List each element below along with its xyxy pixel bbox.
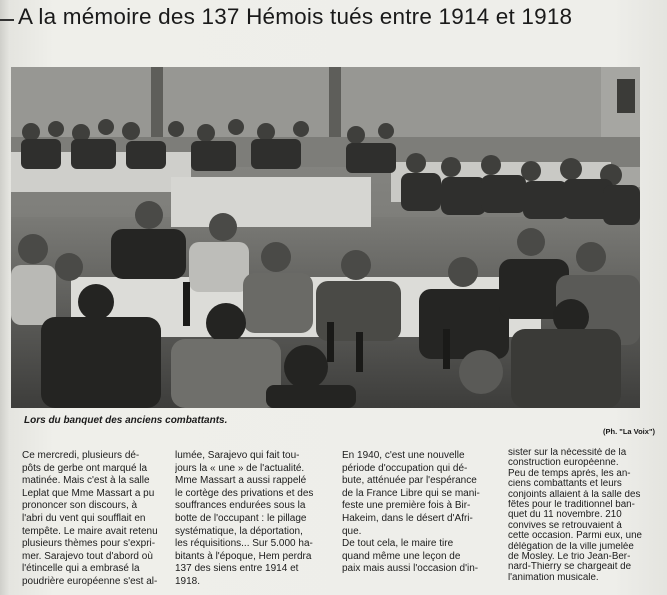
article-line: fêtes pour le traditionnel ban-: [508, 500, 635, 511]
article-line: 1918.: [175, 575, 201, 587]
photo-credit: (Ph. "La Voix"): [603, 427, 655, 436]
article-headline: A la mémoire des 137 Hémois tués entre 1914 et 1918: [18, 4, 573, 29]
article-line: ciens combattants et leurs: [508, 479, 622, 490]
article-line: poudrière européenne s'est al-: [22, 575, 158, 587]
article-line: botte de l'occupant : le pillage: [175, 512, 307, 524]
article-line: systématique, la déportation,: [175, 525, 303, 537]
article-line: 137 des siens entre 1914 et: [175, 563, 299, 575]
article-line: pôts de gerbe ont marqué la: [22, 462, 148, 474]
article-line: nard-Thierry se chargeait de: [508, 562, 632, 573]
article-line: mer. Sarajevo tout d'abord où: [22, 550, 153, 562]
article-line: Peu de temps après, les an-: [508, 468, 631, 479]
article-column-3: [342, 450, 500, 576]
article-line: sister sur la nécessité de la: [508, 448, 627, 458]
article-line: lumée, Sarajevo qui fait tou-: [175, 450, 300, 461]
article-line: que.: [342, 525, 362, 537]
article-line: prononcer son discours, à: [22, 500, 138, 512]
article-line: de la France Libre qui se mani-: [342, 487, 480, 499]
article-line: tempête. Le maire avait retenu: [22, 525, 158, 537]
article-line: quand même une leçon de: [342, 550, 461, 562]
article-line: En 1940, c'est une nouvelle: [342, 450, 465, 461]
article-line: feste une première fois à Bir-: [342, 500, 471, 512]
page-edge: [0, 0, 10, 595]
article-line: conjoints allaient à la salle des: [508, 489, 641, 500]
banquet-photo: [11, 67, 640, 408]
article-line: souffrances endurées sous la: [175, 500, 306, 512]
article-line: convives se retrouvaient à: [508, 520, 622, 531]
headline-rule: [0, 19, 14, 21]
article-line: paix mais aussi l'occasion d'in-: [342, 563, 479, 575]
article-line: matinée. Mais c'est à la salle: [22, 475, 150, 487]
article-line: construction européenne.: [508, 458, 619, 469]
article-column-1: [22, 450, 158, 589]
article-line: quet du 11 novembre. 210: [508, 510, 622, 521]
article-line: Leplat que Mme Massart a pu: [22, 487, 155, 499]
article-line: l'étincelle qui a embrasé la: [22, 563, 140, 575]
article-column-4: [508, 448, 658, 583]
banquet-photo-illustration: [11, 67, 640, 408]
article-line: Mme Massart a aussi rappelé: [175, 475, 307, 487]
article-line: plusieurs thèmes pour s'expri-: [22, 538, 156, 550]
article-line: de Mosley. Le trio Jean-Ber-: [508, 552, 631, 563]
article-line: période d'occupation qui dé-: [342, 462, 468, 474]
article-line: l'abri du vent qui soufflait en: [22, 512, 146, 524]
article-line: l'animation musicale.: [508, 572, 599, 583]
article-line: Ce mercredi, plusieurs dé-: [22, 450, 140, 461]
article-line: De tout cela, le maire tire: [342, 538, 454, 550]
article-line: cette occasion. Parmi eux, une: [508, 531, 642, 542]
article-line: bute, atténuée par l'espérance: [342, 475, 477, 487]
article-line: jours la « une » de l'actualité.: [175, 462, 305, 474]
photo-caption: Lors du banquet des anciens combattants.: [24, 415, 228, 426]
article-line: délégation de la ville jumelée: [508, 541, 634, 552]
article-line: les réquisitions... Sur 5.000 ha-: [175, 538, 313, 550]
article-column-2: [175, 450, 329, 589]
article-line: Hakeim, dans le désert d'Afri-: [342, 512, 473, 524]
article-line: bitants à l'époque, Hem perdra: [175, 550, 312, 562]
article-line: le cortège des privations et des: [175, 487, 314, 499]
